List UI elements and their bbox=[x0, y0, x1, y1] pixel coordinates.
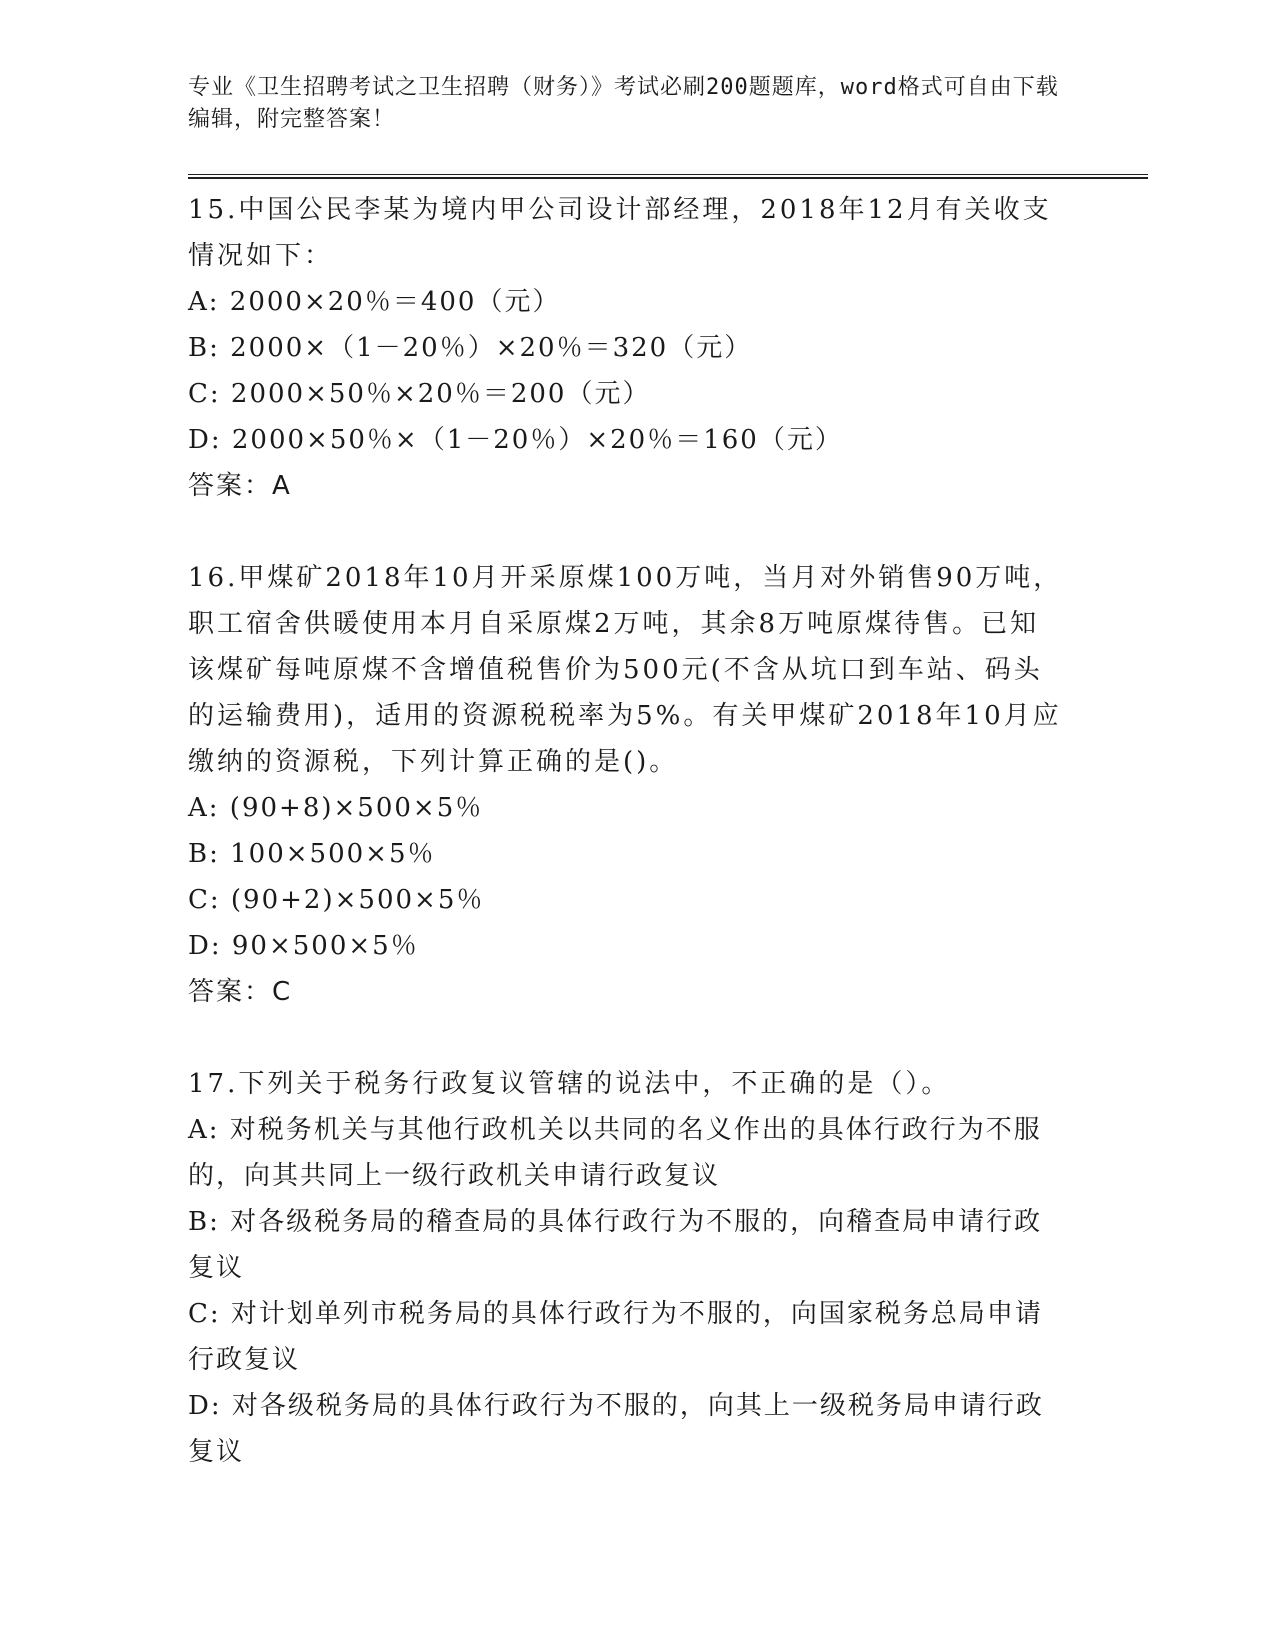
option-c: C: 对计划单列市税务局的具体行政行为不服的，向国家税务总局申请行政复议 bbox=[188, 1299, 1043, 1375]
question-stem: 16.甲煤矿2018年10月开采原煤100万吨，当月对外销售90万吨，职工宿舍供暖使用本月自采原煤2万吨，其余8万吨原煤待售。已知该煤矿每吨原煤不含增值税售价为500元(不含从坑口到车站、码头的运输费用)，适用的资源税税率为5%。有关甲煤矿2018年10月应缴纳的资源税，下列计算正确的是()。 bbox=[188, 563, 1063, 777]
option-a: A: 2000×20％＝400（元） bbox=[188, 287, 561, 317]
question-15 bbox=[188, 187, 1148, 509]
question-list bbox=[188, 187, 1148, 1475]
option-b: B: 100×500×5％ bbox=[188, 839, 436, 869]
option-a: A: (90+8)×500×5％ bbox=[188, 793, 484, 823]
question-stem: 17.下列关于税务行政复议管辖的说法中，不正确的是（）。 bbox=[188, 1069, 951, 1099]
answer: 答案：C bbox=[188, 977, 293, 1007]
header-divider bbox=[188, 174, 1148, 179]
option-b: B: 对各级税务局的稽查局的具体行政行为不服的，向稽查局申请行政复议 bbox=[188, 1207, 1043, 1283]
option-b: B: 2000×（1－20％）×20％＝320（元） bbox=[188, 333, 753, 363]
question-16 bbox=[188, 555, 1148, 1015]
option-d: D: 90×500×5％ bbox=[188, 931, 419, 961]
question-stem: 15.中国公民李某为境内甲公司设计部经理，2018年12月有关收支情况如下： bbox=[188, 195, 1052, 271]
option-a: A: 对税务机关与其他行政机关以共同的名义作出的具体行政行为不服的，向其共同上一级行政机关申请行政复议 bbox=[188, 1115, 1042, 1191]
option-c: C: (90+2)×500×5％ bbox=[188, 885, 485, 915]
option-d: D: 对各级税务局的具体行政行为不服的，向其上一级税务局申请行政复议 bbox=[188, 1391, 1044, 1467]
document-header: 专业《卫生招聘考试之卫生招聘（财务）》考试必刷200题题库，word格式可自由下载编辑，附完整答案！ bbox=[188, 75, 1059, 132]
option-c: C: 2000×50％×20％＝200（元） bbox=[188, 379, 651, 409]
document-page bbox=[188, 72, 1148, 1521]
answer: 答案：A bbox=[188, 471, 292, 501]
question-17 bbox=[188, 1061, 1148, 1475]
option-d: D: 2000×50％×（1－20％）×20％＝160（元） bbox=[188, 425, 843, 455]
